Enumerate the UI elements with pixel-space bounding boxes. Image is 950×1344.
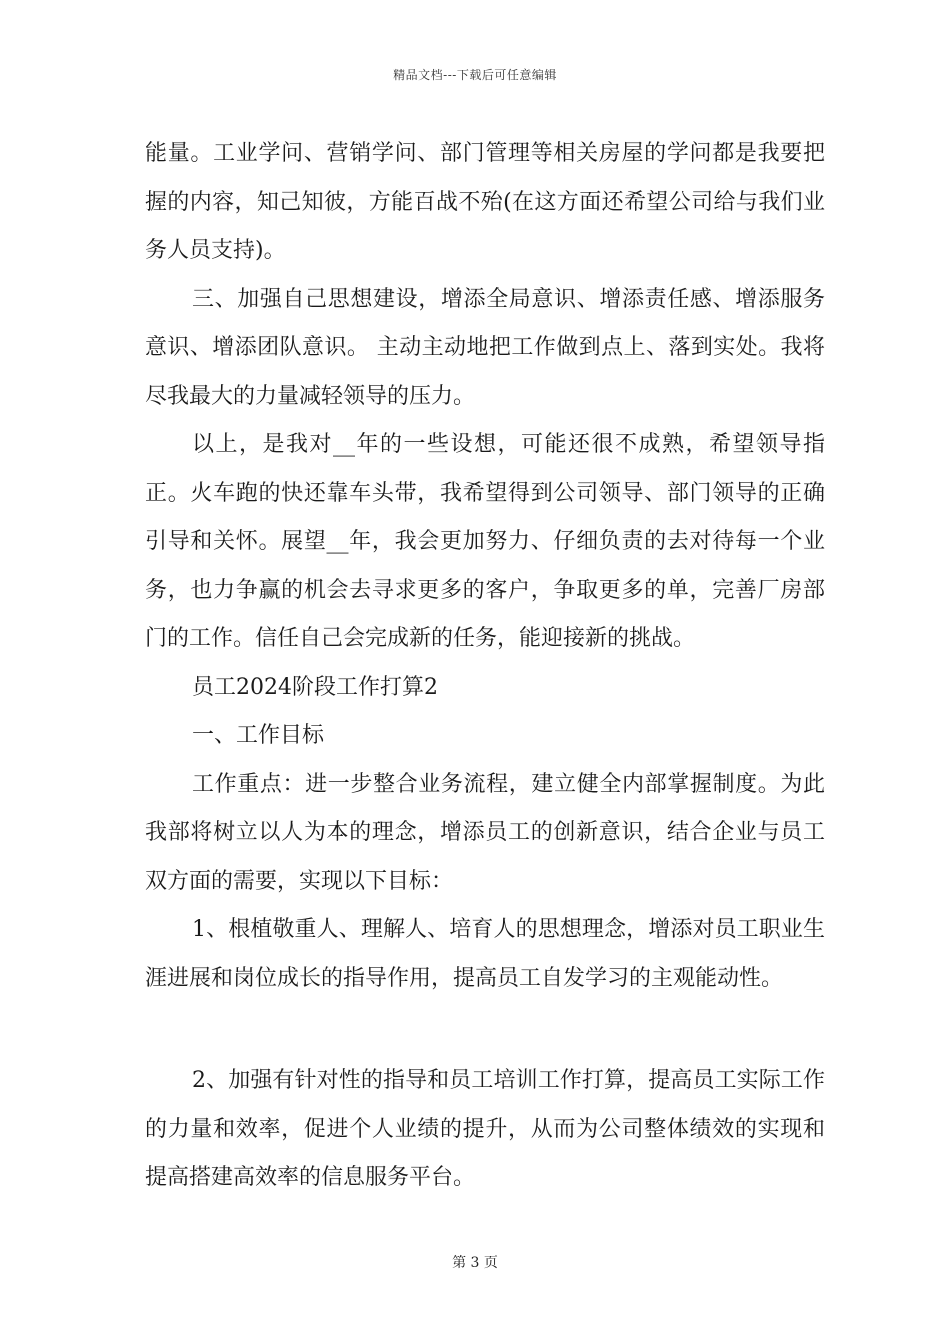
footer-suffix: 页	[483, 1255, 498, 1271]
paragraph-conclusion: 以上，是我对__年的一些设想，可能还很不成熟，希望领导指正。火车跑的快还靠车头带，我希望得到公司领导、部门领导的正确引导和关怀。展望__年，我会更加努力、仔细负责的去对待每一个业务，也力争赢的机会去寻求更多的客户，争取更多的单，完善厂房部门的工作。信任自己会完成新的任务，能迎接新的挑战。	[145, 432, 825, 651]
page-number: 3	[470, 1255, 480, 1271]
paragraph-item-three: 三、加强自己思想建设，增添全局意识、增添责任感、增添服务意识、增添团队意识。 主动主动地把工作做到点上、落到实处。我将尽我最大的力量减轻领导的压力。	[145, 286, 825, 409]
page-footer	[0, 1252, 950, 1272]
paragraph-work-focus: 工作重点：进一步整合业务流程，建立健全内部掌握制度。为此我部将树立以人为本的理念，增添员工的创新意识，结合企业与员工双方面的需要，实现以下目标：	[145, 771, 825, 894]
page-header	[0, 66, 950, 83]
document-body	[145, 130, 825, 1203]
header-text: 精品文档---下载后可任意编辑	[393, 68, 557, 82]
section-title: 员工2024阶段工作打算2	[192, 674, 438, 700]
section-heading-goals: 一、工作目标	[192, 723, 325, 748]
paragraph-goal-one: 1、根植敬重人、理解人、培育人的思想理念，增添对员工职业生涯进展和岗位成长的指导作用，提高员工自发学习的主观能动性。	[145, 917, 825, 991]
paragraph-spacer	[145, 1003, 825, 1057]
paragraph-goal-two: 2、加强有针对性的指导和员工培训工作打算，提高员工实际工作的力量和效率，促进个人业绩的提升，从而为公司整体绩效的实现和提高搭建高效率的信息服务平台。	[145, 1068, 825, 1190]
paragraph-continuation: 能量。工业学问、营销学问、部门管理等相关房屋的学问都是我要把握的内容，知己知彼，方能百战不殆(在这方面还希望公司给与我们业务人员支持)。	[145, 141, 825, 263]
footer-prefix: 第	[452, 1255, 467, 1271]
